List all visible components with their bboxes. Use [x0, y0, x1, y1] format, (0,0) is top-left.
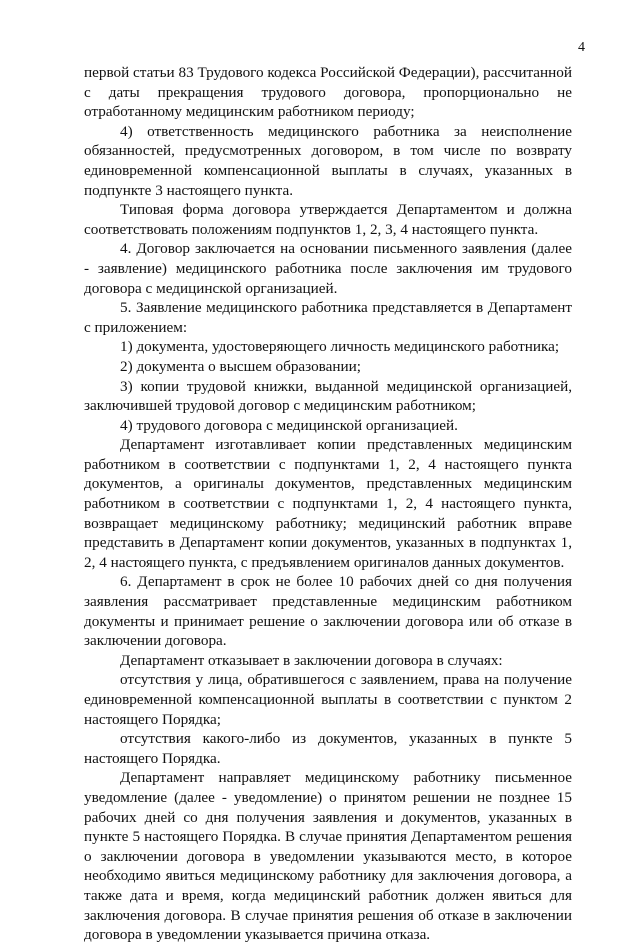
paragraph: 4) ответственность медицинского работника за неисполнение обязанностей, предусмотренных договором, в том числе по возврату единовременной компенсационной выплаты в случаях, указанных в подпункте 3 настоящего пункта.	[84, 122, 572, 199]
paragraph: Департамент изготавливает копии представленных медицинским работником в соответствии с подпунктами 1, 2, 4 настоящего пункта документов, а оригиналы документов, представленных медицинским работником в соответствии с подпунктами 1, 2, 4 настоящего пункта, возвращает медицинскому работнику; медицинский работник вправе представить в Департамент копии документов, указанных в подпунктах 1, 2, 4 настоящего пункта, с предъявлением оригиналов данных документов.	[84, 436, 572, 571]
document-body	[84, 63, 572, 945]
paragraph: 4. Договор заключается на основании письменного заявления (далее - заявление) медицинского работника после заключения им трудового договора с медицинской организацией.	[84, 240, 572, 297]
list-item: 4) трудового договора с медицинской организацией.	[120, 416, 458, 434]
paragraph: 5. Заявление медицинского работника представляется в Департамент с приложением:	[84, 299, 572, 336]
paragraph: отсутствия какого-либо из документов, указанных в пункте 5 настоящего Порядка.	[84, 730, 572, 767]
paragraph: первой статьи 83 Трудового кодекса Российской Федерации), рассчитанной с даты прекращения трудового договора, пропорционально не отработанному медицинским работником периоду;	[84, 64, 572, 121]
list-item: 3) копии трудовой книжки, выданной медицинской организацией, заключившей трудовой договор с медицинским работником;	[84, 377, 572, 415]
page-number: 4	[578, 40, 585, 55]
list-item: 1) документа, удостоверяющего личность медицинского работника;	[120, 338, 560, 356]
list-item: 2) документа о высшем образовании;	[120, 357, 361, 375]
paragraph: Департамент направляет медицинскому работнику письменное уведомление (далее - уведомление) о принятом решении не позднее 15 рабочих дней со дня получения заявления и документов, указанных в пункте 5 настоящего Порядка. В случае принятия Департаментом решения о заключении договора в уведомлении указываются место, в которое необходимо явиться медицинскому работнику для заключения договора, а также дата и время, когда медицинский работник должен явиться для заключения договора. В случае принятия решения об отказе в заключении договора в уведомлении указывается причина отказа.	[84, 769, 572, 944]
paragraph: Департамент отказывает в заключении договора в случаях:	[120, 651, 503, 669]
paragraph: Типовая форма договора утверждается Департаментом и должна соответствовать положениям подпунктов 1, 2, 3, 4 настоящего пункта.	[84, 201, 572, 238]
paragraph: 6. Департамент в срок не более 10 рабочих дней со дня получения заявления рассматривает представленные медицинским работником документы и принимает решение о заключении договора или об отказе в заключении договора.	[84, 573, 572, 650]
paragraph: отсутствия у лица, обратившегося с заявлением, права на получение единовременной компенсационной выплаты в соответствии с пунктом 2 настоящего Порядка;	[84, 671, 572, 728]
